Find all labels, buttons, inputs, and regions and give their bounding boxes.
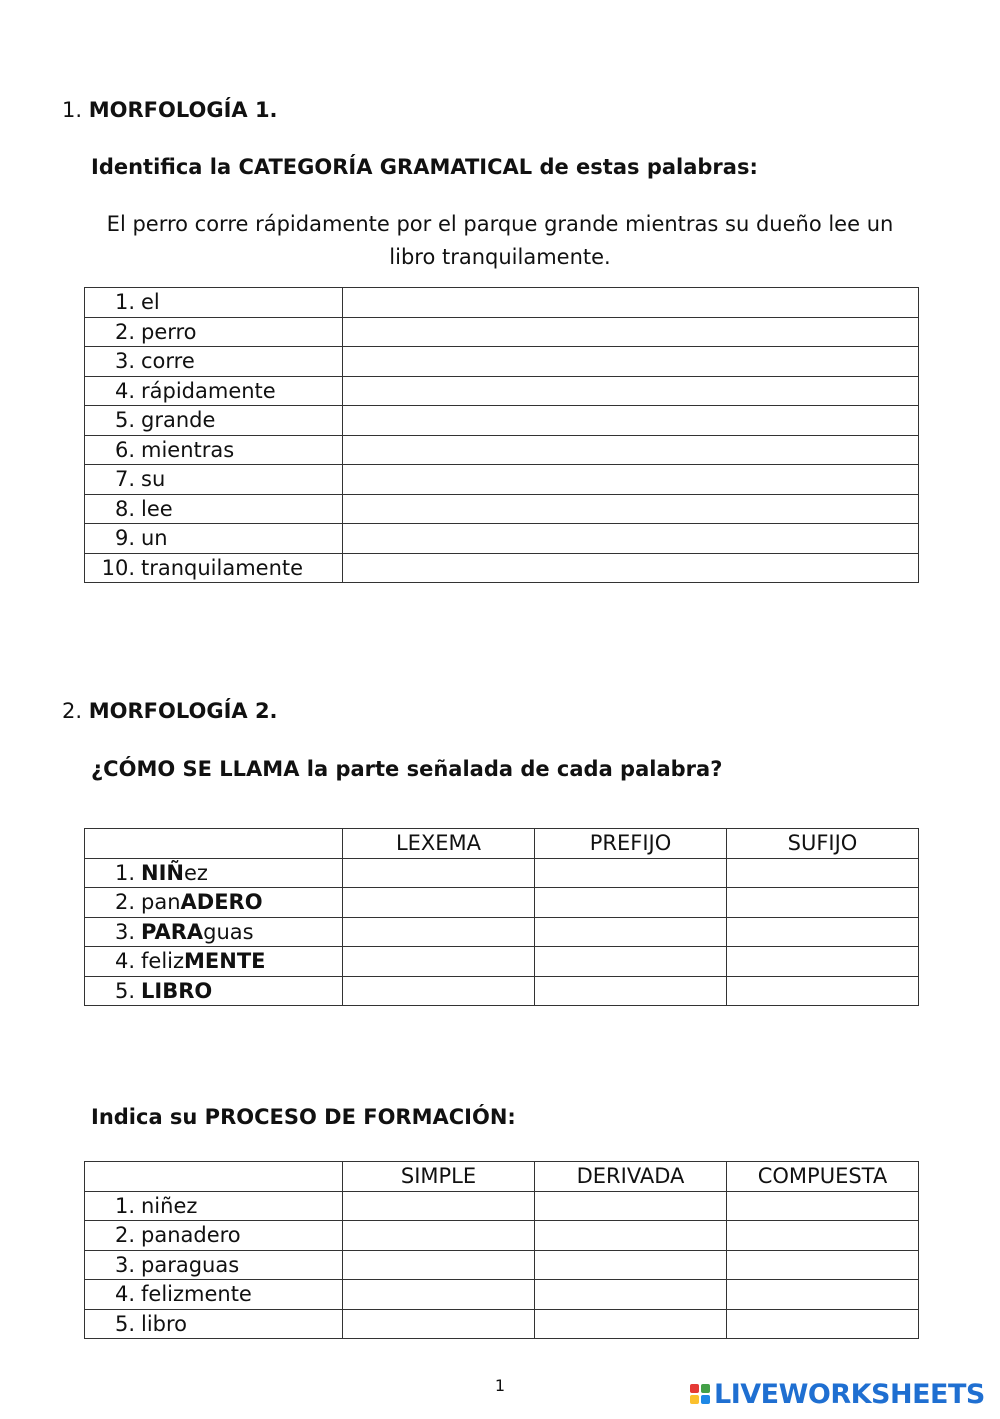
answer-cell[interactable] [727, 1309, 919, 1339]
answer-cell[interactable] [727, 1280, 919, 1310]
table-row [85, 976, 919, 1006]
highlighted-part: LIBRO [141, 978, 213, 1003]
answer-cell[interactable] [343, 1309, 535, 1339]
table-row [85, 858, 919, 888]
table-row [85, 465, 919, 495]
word-cell [85, 917, 343, 947]
word-cell [85, 406, 343, 436]
column-header: SUFIJO [727, 829, 919, 859]
item-number: 3. [114, 1252, 135, 1277]
answer-cell[interactable] [343, 858, 535, 888]
header-empty-cell [85, 1162, 343, 1192]
item-number: 3. [114, 919, 135, 944]
word-cell [85, 888, 343, 918]
section1-sentence: El perro corre rápidamente por el parque grande mientras su dueño lee un libro tranquilamente. [106, 212, 894, 269]
word-cell [85, 947, 343, 977]
word-cell [85, 347, 343, 377]
item-number: 5. [114, 1311, 135, 1336]
answer-cell[interactable] [343, 288, 919, 318]
table-row [85, 435, 919, 465]
table-row [85, 1309, 919, 1339]
plain-part: guas [203, 919, 254, 944]
word-cell [85, 288, 343, 318]
table-row [85, 1221, 919, 1251]
answer-cell[interactable] [343, 494, 919, 524]
answer-cell[interactable] [343, 553, 919, 583]
item-word: libro [141, 1311, 188, 1336]
item-number: 4. [114, 378, 135, 403]
logo-text: LIVEWORKSHEETS [714, 1378, 985, 1410]
word-cell [85, 976, 343, 1006]
item-number: 1. [114, 860, 135, 885]
column-header: PREFIJO [535, 829, 727, 859]
answer-cell[interactable] [343, 435, 919, 465]
table-row [85, 376, 919, 406]
page-number: 1 [494, 1376, 506, 1395]
answer-cell[interactable] [343, 406, 919, 436]
item-number: 9. [114, 526, 135, 551]
table-row [85, 317, 919, 347]
table-row [85, 1280, 919, 1310]
answer-cell[interactable] [343, 976, 535, 1006]
item-word: corre [141, 349, 195, 374]
table-row [85, 947, 919, 977]
answer-cell[interactable] [343, 465, 919, 495]
section2-title-text: MORFOLOGÍA 2. [88, 699, 278, 723]
answer-cell[interactable] [727, 1250, 919, 1280]
item-number: 1. [114, 290, 135, 315]
plain-part: ez [183, 860, 208, 885]
item-number: 10. [101, 555, 135, 580]
answer-cell[interactable] [535, 947, 727, 977]
table-row [85, 406, 919, 436]
item-number: 4. [114, 1282, 135, 1307]
answer-cell[interactable] [343, 1191, 535, 1221]
answer-cell[interactable] [727, 888, 919, 918]
word-cell [85, 465, 343, 495]
highlighted-part: NIÑ [141, 860, 184, 885]
header-row [85, 1162, 919, 1192]
item-number: 8. [114, 496, 135, 521]
section2-instruction: ¿CÓMO SE LLAMA la parte señalada de cada palabra? [91, 757, 723, 781]
answer-cell[interactable] [535, 858, 727, 888]
word-cell [85, 1221, 343, 1251]
section2-title: 2. MORFOLOGÍA 2. [62, 699, 278, 723]
column-header: LEXEMA [343, 829, 535, 859]
word-cell [85, 553, 343, 583]
table-row [85, 288, 919, 318]
word-cell [85, 435, 343, 465]
item-number: 2. [114, 319, 135, 344]
answer-cell[interactable] [343, 947, 535, 977]
answer-cell[interactable] [727, 947, 919, 977]
item-word: paraguas [141, 1252, 240, 1277]
table-row [85, 347, 919, 377]
category-table [84, 287, 919, 583]
answer-cell[interactable] [343, 888, 535, 918]
section3-instruction: Indica su PROCESO DE FORMACIÓN: [91, 1105, 516, 1129]
section1-instruction: Identifica la CATEGORÍA GRAMATICAL de estas palabras: [91, 155, 758, 179]
header-row [85, 829, 919, 859]
item-word: grande [141, 408, 216, 433]
word-cell [85, 317, 343, 347]
word-cell [85, 376, 343, 406]
plain-part: feliz [141, 949, 185, 974]
word-cell [85, 858, 343, 888]
column-header: DERIVADA [535, 1162, 727, 1192]
item-word: niñez [141, 1193, 198, 1218]
item-word: su [141, 467, 166, 492]
answer-cell[interactable] [535, 888, 727, 918]
table-row [85, 1191, 919, 1221]
column-header: COMPUESTA [727, 1162, 919, 1192]
item-word: lee [141, 496, 173, 521]
answer-cell[interactable] [727, 917, 919, 947]
logo-mark-icon [690, 1384, 710, 1404]
table-row [85, 1250, 919, 1280]
answer-cell[interactable] [343, 524, 919, 554]
table-row [85, 917, 919, 947]
item-word: un [141, 526, 168, 551]
word-cell [85, 524, 343, 554]
answer-cell[interactable] [343, 1221, 535, 1251]
answer-cell[interactable] [343, 1280, 535, 1310]
item-word: tranquilamente [141, 555, 304, 580]
item-number: 4. [114, 949, 135, 974]
highlighted-part: PARA [141, 919, 204, 944]
item-number: 5. [114, 978, 135, 1003]
table-row [85, 494, 919, 524]
word-cell [85, 1309, 343, 1339]
answer-cell[interactable] [535, 1221, 727, 1251]
item-word: rápidamente [141, 378, 276, 403]
answer-cell[interactable] [727, 976, 919, 1006]
answer-cell[interactable] [343, 376, 919, 406]
highlighted-part: MENTE [184, 949, 266, 974]
table-row [85, 888, 919, 918]
answer-cell[interactable] [343, 317, 919, 347]
column-header: SIMPLE [343, 1162, 535, 1192]
item-number: 3. [114, 349, 135, 374]
item-number: 2. [114, 1223, 135, 1248]
item-word: mientras [141, 437, 235, 462]
item-number: 2. [114, 890, 135, 915]
answer-cell[interactable] [727, 1221, 919, 1251]
liveworksheets-logo [690, 1378, 985, 1410]
answer-cell[interactable] [727, 858, 919, 888]
answer-cell[interactable] [535, 1250, 727, 1280]
item-number: 6. [114, 437, 135, 462]
answer-cell[interactable] [343, 1250, 535, 1280]
section1-title: 1. MORFOLOGÍA 1. [62, 98, 278, 122]
answer-cell[interactable] [535, 1280, 727, 1310]
word-cell [85, 1250, 343, 1280]
answer-cell[interactable] [343, 347, 919, 377]
answer-cell[interactable] [535, 1309, 727, 1339]
item-word: perro [141, 319, 197, 344]
item-number: 7. [114, 467, 135, 492]
plain-part: pan [141, 890, 181, 915]
answer-cell[interactable] [343, 917, 535, 947]
item-number: 5. [114, 408, 135, 433]
table-row [85, 524, 919, 554]
section1-title-text: MORFOLOGÍA 1. [88, 98, 278, 122]
item-number: 1. [114, 1193, 135, 1218]
highlighted-part: ADERO [180, 890, 263, 915]
item-word: el [141, 290, 160, 315]
answer-cell[interactable] [535, 976, 727, 1006]
item-word: panadero [141, 1223, 241, 1248]
word-cell [85, 494, 343, 524]
header-empty-cell [85, 829, 343, 859]
word-cell [85, 1280, 343, 1310]
answer-cell[interactable] [535, 1191, 727, 1221]
item-word: felizmente [141, 1282, 252, 1307]
word-cell [85, 1191, 343, 1221]
answer-cell[interactable] [727, 1191, 919, 1221]
answer-cell[interactable] [535, 917, 727, 947]
formation-table [84, 1161, 919, 1339]
word-parts-table [84, 828, 919, 1006]
table-row [85, 553, 919, 583]
